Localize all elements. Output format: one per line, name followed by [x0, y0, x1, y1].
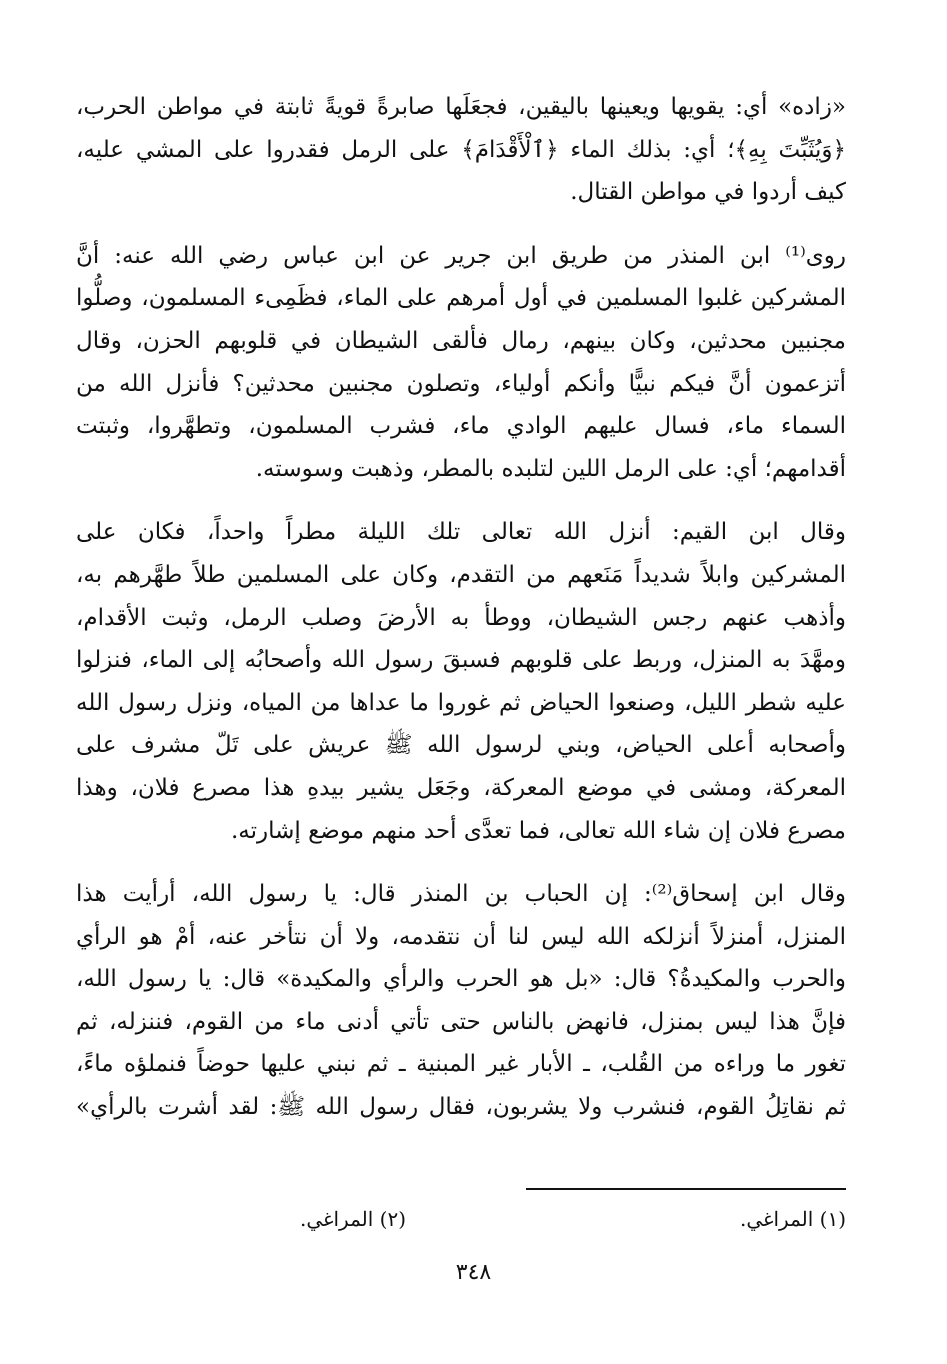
text-line: ثم نقاتِلُ القوم، فنشرب ولا يشربون، فقال رسول الله ﷺ: لقد أشرت بالرأي»: [76, 1094, 846, 1121]
text-line: فإنَّ هذا ليس بمنزل، فانهض بالناس حتى تأتي أدنى ماء من القوم، فننزله، ثم: [76, 1008, 846, 1035]
text-line: مصرع فلان إن شاء الله تعالى، فما تعدَّى أحد منهم موضع إشارته.: [230, 817, 846, 844]
text-line: كيف أردوا في مواطن القتال.: [570, 179, 846, 206]
footnote-1: (١) المراغي.: [739, 1207, 846, 1231]
text-line: المعركة، ومشى في موضع المعركة، وجَعَل يشير بيدهِ هذا مصرع فلان، وهذا: [76, 774, 846, 801]
page-body: [76, 86, 846, 1150]
text-line: ومهَّدَ به المنزل، وربط على قلوبهم فسبقَ رسول الله وأصحابُه إلى الماء، فنزلوا: [76, 647, 846, 674]
text-line: وأصحابه أعلى الحياض، وبني لرسول الله ﷺ عريش على تَلّ مشرف على: [76, 732, 846, 759]
text-line: وقال ابن إسحاق⁽²⁾: إن الحباب بن المنذر قال: يا رسول الله، أرأيت هذا: [76, 881, 846, 908]
text-line: أقدامهم؛ أي: على الرمل اللين لتلبده بالمطر، وذهبت وسوسته.: [255, 455, 846, 482]
text-line: مجنبين محدثين، وكان بينهم، رمال فألقى الشيطان في قلوبهم الحزن، وقال: [76, 327, 846, 354]
text-line: وقال ابن القيم: أنزل الله تعالى تلك الليلة مطراً واحداً، فكان على: [76, 519, 846, 546]
footnotes: [300, 1205, 846, 1233]
paragraph-4: [76, 873, 846, 1129]
text-line: المشركين غلبوا المسلمين في أول أمرهم على الماء، فظَمِىء المسلمون، وصلُّوا: [76, 285, 846, 312]
text-line: ﴿وَيُثَبِّتَ بِهِ﴾؛ أي: بذلك الماء ﴿ٱلْأَقْدَامَ﴾ على الرمل فقدروا على المشي عليه،: [76, 136, 846, 163]
paragraph-2: [76, 235, 846, 491]
text-line: عليه شطر الليل، وصنعوا الحياض ثم غوروا ما عداها من المياه، ونزل رسول الله: [76, 689, 846, 716]
text-line: روى⁽¹⁾ ابن المنذر من طريق ابن جرير عن ابن عباس رضي الله عنه: أنَّ: [76, 242, 846, 269]
footnote-divider: [526, 1188, 846, 1190]
text-line: وأذهب عنهم رجس الشيطان، ووطأ به الأرضَ وصلب الرمل، وثبت الأقدام،: [76, 604, 846, 631]
text-line: تغور ما وراءه من القُلب، ـ الأبار غير المبنية ـ ثم نبني عليها حوضاً فنملؤه ماءً،: [76, 1051, 846, 1078]
text-line: المشركين وابلاً شديداً مَنَعهم من التقدم، وكان على المسلمين طلاً طهَّرهم به،: [76, 561, 846, 588]
paragraph-3: [76, 511, 846, 852]
page-number: ٣٤٨: [455, 1260, 492, 1285]
footnote-2: (٢) المراغي.: [300, 1207, 407, 1231]
text-line: السماء ماء، فسال عليهم الوادي ماء، فشرب المسلمون، وتطهَّروا، وثبتت: [76, 413, 846, 440]
paragraph-1: [76, 86, 846, 214]
text-line: «زاده» أي: يقويها ويعينها باليقين، فجعَلَها صابرةً قويةً ثابتة في مواطن الحرب،: [76, 94, 846, 120]
text-line: والحرب والمكيدةُ؟ قال: «بل هو الحرب والرأي والمكيدة» قال: يا رسول الله،: [76, 966, 846, 993]
text-line: المنزل، أمنزلاً أنزلكه الله ليس لنا أن نتقدمه، ولا أن نتأخر عنه، أمْ هو الرأي: [76, 923, 846, 950]
text-line: أتزعمون أنَّ فيكم نبيًّا وأنكم أولياء، وتصلون مجنبين محدثين؟ فأنزل الله من: [76, 370, 846, 397]
